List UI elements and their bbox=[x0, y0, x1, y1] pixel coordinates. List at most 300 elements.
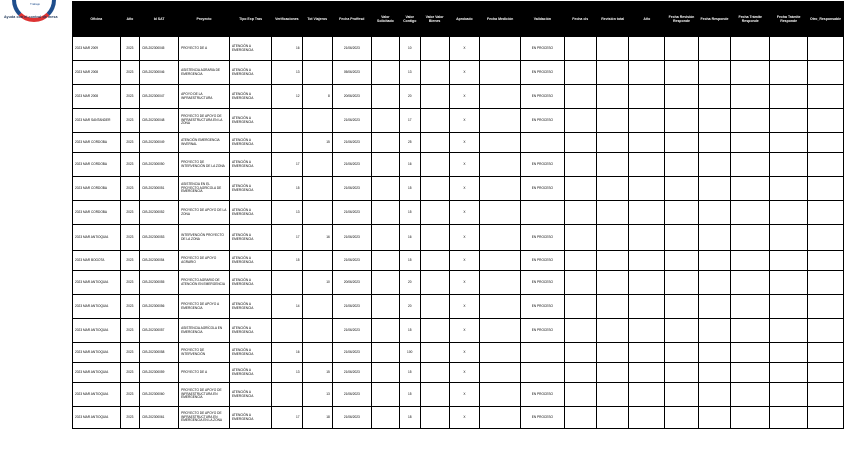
table-cell bbox=[770, 363, 808, 383]
table-cell: 20/06/2023 bbox=[332, 271, 371, 295]
table-cell bbox=[665, 363, 699, 383]
table-cell: CIB-202300045 bbox=[140, 37, 179, 61]
table-cell: EN PROCESO bbox=[521, 177, 564, 201]
table-cell bbox=[480, 363, 521, 383]
table-cell bbox=[596, 251, 628, 271]
table-cell: X bbox=[449, 343, 479, 363]
table-cell: 2023 bbox=[120, 319, 139, 343]
table-cell bbox=[564, 109, 596, 133]
table-cell: X bbox=[449, 271, 479, 295]
table-cell: 2023 MAR SANTANDER bbox=[73, 109, 121, 133]
table-cell: 15 bbox=[302, 133, 332, 153]
table-cell: CIB-202300057 bbox=[140, 319, 179, 343]
table-cell bbox=[731, 201, 770, 225]
table-cell bbox=[564, 225, 596, 251]
table-cell bbox=[564, 251, 596, 271]
table-cell: CIB-202300055 bbox=[140, 271, 179, 295]
column-header: Fecha Revisión Responde bbox=[665, 2, 699, 37]
table-cell: INTERVENCIÓN PROYECTO DE LA ZONA bbox=[179, 225, 230, 251]
column-header: Tot Viajeros bbox=[302, 2, 332, 37]
table-cell: 16 bbox=[272, 343, 302, 363]
table-cell: X bbox=[449, 363, 479, 383]
table-cell bbox=[698, 61, 730, 85]
table-cell bbox=[564, 295, 596, 319]
table-cell: 18 bbox=[399, 407, 420, 429]
table-cell: 20 bbox=[399, 295, 420, 319]
table-cell: 2023 bbox=[120, 407, 139, 429]
column-header: Verificaciones bbox=[272, 2, 302, 37]
table-cell: X bbox=[449, 177, 479, 201]
table-cell: 2023 MAR 2008 bbox=[73, 61, 121, 85]
table-cell bbox=[480, 109, 521, 133]
table-cell: CIB-202300053 bbox=[140, 225, 179, 251]
table-cell: 16 bbox=[272, 37, 302, 61]
table-cell bbox=[808, 225, 844, 251]
table-cell: X bbox=[449, 295, 479, 319]
table-cell: 2023 MAR CORDOBA bbox=[73, 177, 121, 201]
table-cell bbox=[629, 85, 665, 109]
table-row bbox=[73, 225, 844, 251]
table-cell: CIB-202300049 bbox=[140, 133, 179, 153]
table-cell: 2023 bbox=[120, 177, 139, 201]
table-cell: 15 bbox=[272, 251, 302, 271]
table-cell bbox=[596, 109, 628, 133]
table-row bbox=[73, 295, 844, 319]
table-cell bbox=[698, 85, 730, 109]
table-cell bbox=[371, 383, 399, 407]
table-cell: CIB-202300050 bbox=[140, 153, 179, 177]
table-cell bbox=[480, 251, 521, 271]
table-cell bbox=[770, 251, 808, 271]
table-cell bbox=[564, 363, 596, 383]
table-cell bbox=[629, 133, 665, 153]
table-cell: X bbox=[449, 319, 479, 343]
table-row bbox=[73, 85, 844, 109]
table-cell bbox=[698, 153, 730, 177]
table-cell bbox=[665, 251, 699, 271]
table-cell bbox=[272, 383, 302, 407]
table-row bbox=[73, 61, 844, 85]
table-cell: PROYECTO DE APOYO DE LA ZONA bbox=[179, 201, 230, 225]
table-cell: 21/06/2023 bbox=[332, 109, 371, 133]
table-cell bbox=[731, 85, 770, 109]
table-cell bbox=[698, 177, 730, 201]
table-cell bbox=[420, 295, 449, 319]
table-cell: ATENCIÓN A EMERGENCIA bbox=[229, 201, 271, 225]
table-cell: EN PROCESO bbox=[521, 37, 564, 61]
table-cell: 13 bbox=[302, 383, 332, 407]
table-cell bbox=[480, 61, 521, 85]
table-cell: ATENCIÓN A EMERGENCIA bbox=[229, 271, 271, 295]
table-cell: 2023 bbox=[120, 61, 139, 85]
table-cell: 25 bbox=[399, 133, 420, 153]
table-cell bbox=[698, 109, 730, 133]
table-cell bbox=[564, 133, 596, 153]
table-cell: X bbox=[449, 37, 479, 61]
table-cell: ATENCIÓN A EMERGENCIA bbox=[229, 37, 271, 61]
table-cell bbox=[770, 407, 808, 429]
table-cell: CIB-202300056 bbox=[140, 295, 179, 319]
table-cell: ATENCIÓN A EMERGENCIA bbox=[229, 251, 271, 271]
table-cell bbox=[808, 319, 844, 343]
column-header: Fecha cls bbox=[564, 2, 596, 37]
table-cell: 2023 MAR ANTIOQUIA bbox=[73, 363, 121, 383]
table-cell: 12 bbox=[272, 85, 302, 109]
table-cell bbox=[420, 153, 449, 177]
table-cell: ATENCIÓN A EMERGENCIA bbox=[229, 343, 271, 363]
table-cell bbox=[629, 109, 665, 133]
table-cell bbox=[302, 109, 332, 133]
table-cell: 15 bbox=[272, 177, 302, 201]
table-cell: ATENCIÓN A EMERGENCIA bbox=[229, 61, 271, 85]
table-cell bbox=[420, 343, 449, 363]
table-cell bbox=[420, 133, 449, 153]
table-cell bbox=[272, 109, 302, 133]
table-cell: 2023 MAR ANTIOQUIA bbox=[73, 319, 121, 343]
table-cell bbox=[272, 319, 302, 343]
table-cell: PROYECTO DE INTERVENCIÓN bbox=[179, 343, 230, 363]
table-cell bbox=[480, 153, 521, 177]
table-cell: X bbox=[449, 383, 479, 407]
table-cell: X bbox=[449, 133, 479, 153]
table-cell: ATENCIÓN A EMERGENCIA bbox=[229, 177, 271, 201]
table-cell: PROYECTO DE A bbox=[179, 363, 230, 383]
table-cell bbox=[480, 343, 521, 363]
table-cell: ATENCIÓN A EMERGENCIA bbox=[229, 225, 271, 251]
table-cell bbox=[272, 133, 302, 153]
table-cell bbox=[770, 85, 808, 109]
table-cell bbox=[480, 225, 521, 251]
table-cell bbox=[480, 407, 521, 429]
table-cell bbox=[698, 363, 730, 383]
table-cell: CIB-202300061 bbox=[140, 407, 179, 429]
table-cell bbox=[371, 177, 399, 201]
table-cell bbox=[420, 251, 449, 271]
table-cell: 14 bbox=[272, 295, 302, 319]
table-cell bbox=[596, 153, 628, 177]
table-cell: CIB-202300060 bbox=[140, 383, 179, 407]
table-cell: 2023 MAR ANTIOQUIA bbox=[73, 407, 121, 429]
table-cell bbox=[629, 363, 665, 383]
table-cell bbox=[731, 383, 770, 407]
table-cell bbox=[480, 177, 521, 201]
table-cell bbox=[371, 271, 399, 295]
table-cell bbox=[371, 363, 399, 383]
table-cell: 21/06/2023 bbox=[332, 133, 371, 153]
table-cell bbox=[596, 363, 628, 383]
table-cell bbox=[480, 201, 521, 225]
table-cell: PROYECTO DE A bbox=[179, 37, 230, 61]
table-cell bbox=[420, 109, 449, 133]
table-cell: 13 bbox=[272, 201, 302, 225]
table-cell bbox=[698, 37, 730, 61]
table-cell: 2023 bbox=[120, 133, 139, 153]
table-cell: 2023 bbox=[120, 271, 139, 295]
table-cell: 2023 MAR ANTIOQUIA bbox=[73, 343, 121, 363]
table-cell bbox=[521, 343, 564, 363]
table-cell bbox=[665, 201, 699, 225]
table-cell bbox=[480, 85, 521, 109]
table-cell bbox=[808, 177, 844, 201]
table-cell bbox=[731, 271, 770, 295]
column-header: Año bbox=[120, 2, 139, 37]
table-cell bbox=[665, 407, 699, 429]
table-cell: 2023 bbox=[120, 37, 139, 61]
table-cell bbox=[596, 295, 628, 319]
table-cell: EN PROCESO bbox=[521, 85, 564, 109]
table-cell bbox=[420, 363, 449, 383]
table-cell bbox=[770, 295, 808, 319]
table-cell bbox=[698, 133, 730, 153]
table-cell: 21/06/2023 bbox=[332, 343, 371, 363]
table-cell: 15 bbox=[399, 177, 420, 201]
table-cell: ATENCIÓN A EMERGENCIA bbox=[229, 109, 271, 133]
table-cell: 21/06/2023 bbox=[332, 37, 371, 61]
table-cell bbox=[596, 225, 628, 251]
table-cell bbox=[371, 319, 399, 343]
table-cell: CIB-202300046 bbox=[140, 61, 179, 85]
table-cell bbox=[629, 201, 665, 225]
table-cell: ATENCIÓN A EMERGENCIA bbox=[229, 85, 271, 109]
table-cell: PROYECTO DE APOYO DE INFRAESTRUCTURA EN LA ZONA bbox=[179, 109, 230, 133]
table-cell bbox=[665, 225, 699, 251]
table-cell: 17 bbox=[399, 109, 420, 133]
table-cell: ATENCIÓN A EMERGENCIA bbox=[229, 133, 271, 153]
table-cell bbox=[808, 37, 844, 61]
table-cell: 15 bbox=[302, 363, 332, 383]
table-cell: ATENCIÓN A EMERGENCIA bbox=[229, 153, 271, 177]
table-cell bbox=[731, 407, 770, 429]
table-cell bbox=[596, 271, 628, 295]
table-cell bbox=[596, 37, 628, 61]
table-cell bbox=[371, 37, 399, 61]
table-cell bbox=[808, 407, 844, 429]
table-cell bbox=[770, 153, 808, 177]
table-cell: 13 bbox=[399, 61, 420, 85]
table-row bbox=[73, 177, 844, 201]
table-cell: X bbox=[449, 225, 479, 251]
table-row bbox=[73, 133, 844, 153]
table-cell bbox=[596, 407, 628, 429]
table-cell: CIB-202300047 bbox=[140, 85, 179, 109]
column-header: Tipo Exp Tras bbox=[229, 2, 271, 37]
table-cell: 05/06/2023 bbox=[332, 61, 371, 85]
table-cell bbox=[665, 153, 699, 177]
table-cell bbox=[770, 109, 808, 133]
table-cell bbox=[480, 295, 521, 319]
table-cell: 2023 MAR BOGOTA bbox=[73, 251, 121, 271]
column-header: Revisión total bbox=[596, 2, 628, 37]
table-cell: 21/06/2023 bbox=[332, 201, 371, 225]
table-cell bbox=[698, 201, 730, 225]
table-cell: 2023 MAR ANTIOQUIA bbox=[73, 271, 121, 295]
table-cell bbox=[564, 61, 596, 85]
table-cell: 2023 bbox=[120, 109, 139, 133]
column-header: Año bbox=[629, 2, 665, 37]
table-cell bbox=[371, 407, 399, 429]
table-cell bbox=[808, 343, 844, 363]
table-cell bbox=[596, 319, 628, 343]
table-cell bbox=[596, 133, 628, 153]
table-cell bbox=[521, 133, 564, 153]
table-cell: PROYECTO DE APOYO AGRARIO bbox=[179, 251, 230, 271]
table-cell: 16 bbox=[399, 225, 420, 251]
table-cell bbox=[629, 61, 665, 85]
table-cell bbox=[698, 319, 730, 343]
table-cell bbox=[420, 271, 449, 295]
table-cell bbox=[564, 37, 596, 61]
table-cell bbox=[808, 153, 844, 177]
table-cell bbox=[302, 37, 332, 61]
table-cell: 2023 bbox=[120, 201, 139, 225]
table-cell: 10 bbox=[302, 271, 332, 295]
table-cell: 18 bbox=[302, 407, 332, 429]
table-cell bbox=[564, 153, 596, 177]
table-cell bbox=[731, 153, 770, 177]
table-cell: 2023 MAR ANTIOQUIA bbox=[73, 225, 121, 251]
table-cell bbox=[665, 109, 699, 133]
table-cell bbox=[731, 177, 770, 201]
table-cell: ATENCIÓN A EMERGENCIA bbox=[229, 363, 271, 383]
table-cell bbox=[564, 343, 596, 363]
table-cell bbox=[596, 201, 628, 225]
table-cell bbox=[629, 153, 665, 177]
table-cell: CIB-202300054 bbox=[140, 251, 179, 271]
table-cell bbox=[808, 363, 844, 383]
table-cell bbox=[480, 37, 521, 61]
table-cell bbox=[420, 201, 449, 225]
table-cell bbox=[596, 383, 628, 407]
table-cell: 17 bbox=[272, 153, 302, 177]
table-row bbox=[73, 251, 844, 271]
table-cell: 2023 MAR 2008 bbox=[73, 85, 121, 109]
table-cell bbox=[629, 225, 665, 251]
table-cell: ASISTENCIA AGRÍCOLA EN EMERGENCIA bbox=[179, 319, 230, 343]
table-cell: EN PROCESO bbox=[521, 109, 564, 133]
table-row bbox=[73, 363, 844, 383]
table-cell: CIB-202300058 bbox=[140, 343, 179, 363]
table-cell bbox=[770, 271, 808, 295]
table-cell bbox=[480, 383, 521, 407]
table-cell: EN PROCESO bbox=[521, 319, 564, 343]
table-cell bbox=[731, 225, 770, 251]
column-header: Fecha Trámite Responde bbox=[770, 2, 808, 37]
table-cell bbox=[698, 295, 730, 319]
table-cell bbox=[371, 251, 399, 271]
table-cell bbox=[731, 133, 770, 153]
table-cell bbox=[564, 201, 596, 225]
table-cell bbox=[302, 251, 332, 271]
table-cell bbox=[770, 383, 808, 407]
table-cell: 21/06/2023 bbox=[332, 177, 371, 201]
table-cell bbox=[371, 201, 399, 225]
table-cell bbox=[371, 225, 399, 251]
table-cell bbox=[371, 133, 399, 153]
table-cell bbox=[564, 319, 596, 343]
table-row bbox=[73, 37, 844, 61]
table-cell: EN PROCESO bbox=[521, 271, 564, 295]
table-cell: 8 bbox=[302, 85, 332, 109]
table-cell bbox=[629, 271, 665, 295]
column-header: Aprobado bbox=[449, 2, 479, 37]
table-cell bbox=[564, 177, 596, 201]
table-cell bbox=[596, 343, 628, 363]
table-cell bbox=[371, 61, 399, 85]
table-cell bbox=[564, 383, 596, 407]
table-cell: 20 bbox=[399, 271, 420, 295]
column-header: Id SAT bbox=[140, 2, 179, 37]
table-cell: PROYECTO DE INTERVENCIÓN DE LA ZONA bbox=[179, 153, 230, 177]
table-cell: 15 bbox=[399, 251, 420, 271]
table-cell bbox=[420, 85, 449, 109]
table-cell: 21/06/2023 bbox=[332, 153, 371, 177]
table-cell: 2023 MAR CORDOBA bbox=[73, 153, 121, 177]
table-cell: ATENCIÓN A EMERGENCIA bbox=[229, 383, 271, 407]
table-cell bbox=[302, 343, 332, 363]
table-cell bbox=[302, 319, 332, 343]
table-cell: 17 bbox=[272, 407, 302, 429]
table-cell bbox=[770, 201, 808, 225]
table-cell bbox=[629, 37, 665, 61]
table-cell: 2023 bbox=[120, 343, 139, 363]
column-header: Fecha Responde bbox=[698, 2, 730, 37]
table-cell: X bbox=[449, 153, 479, 177]
table-cell bbox=[629, 251, 665, 271]
table-cell bbox=[808, 251, 844, 271]
table-cell: 2023 bbox=[120, 153, 139, 177]
table-cell: 2023 MAR 2009 bbox=[73, 37, 121, 61]
table-cell: CIB-202300051 bbox=[140, 177, 179, 201]
table-cell bbox=[698, 271, 730, 295]
column-header: Validación bbox=[521, 2, 564, 37]
column-header: Valor Contigo bbox=[399, 2, 420, 37]
table-row bbox=[73, 201, 844, 225]
column-header: Proyecto bbox=[179, 2, 230, 37]
table-cell: 2023 MAR ANTIOQUIA bbox=[73, 383, 121, 407]
table-cell: 21/06/2023 bbox=[332, 295, 371, 319]
table-cell: 2023 bbox=[120, 85, 139, 109]
table-row bbox=[73, 407, 844, 429]
table-cell bbox=[665, 343, 699, 363]
table-cell: 2023 MAR CORDOBA bbox=[73, 133, 121, 153]
table-cell bbox=[480, 271, 521, 295]
table-cell bbox=[731, 37, 770, 61]
table-cell bbox=[770, 177, 808, 201]
table-cell bbox=[808, 295, 844, 319]
table-cell bbox=[480, 133, 521, 153]
table-cell: ATENCIÓN A EMERGENCIA bbox=[229, 407, 271, 429]
table-cell bbox=[731, 61, 770, 85]
table-cell: PROYECTO DE APOYO DE INFRAESTRUCTURA EN EMERGENCIA EN LA ZONA bbox=[179, 407, 230, 429]
column-header: Oficina bbox=[73, 2, 121, 37]
table-cell bbox=[698, 251, 730, 271]
table-row bbox=[73, 343, 844, 363]
table-cell: ATENCIÓN A EMERGENCIA bbox=[229, 295, 271, 319]
table-cell bbox=[770, 319, 808, 343]
table-cell bbox=[629, 383, 665, 407]
projects-table bbox=[72, 1, 844, 429]
table-cell: 21/06/2023 bbox=[332, 225, 371, 251]
table-cell bbox=[371, 109, 399, 133]
table-cell bbox=[302, 177, 332, 201]
table-cell: 15 bbox=[399, 383, 420, 407]
table-cell bbox=[420, 407, 449, 429]
table-cell bbox=[302, 153, 332, 177]
table-cell: 2023 bbox=[120, 225, 139, 251]
table-cell: 2023 bbox=[120, 251, 139, 271]
table-cell bbox=[808, 61, 844, 85]
table-cell: CIB-202300052 bbox=[140, 201, 179, 225]
